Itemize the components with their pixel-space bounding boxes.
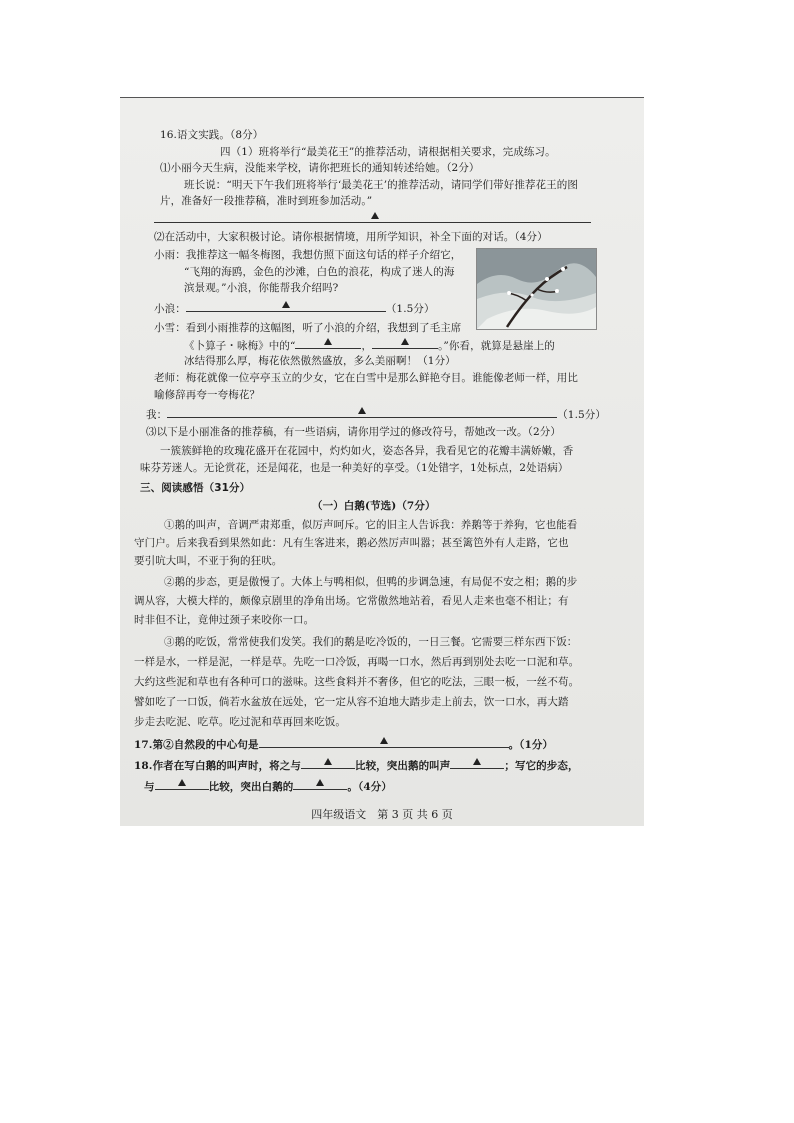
para1-line1: ①鹅的叫声，音调严肃郑重，似厉声呵斥。它的旧主人告诉我：养鹅等于养狗，它也能看	[164, 519, 578, 531]
exam-page	[120, 97, 644, 826]
page-footer: 四年级语文 第 3 页 共 6 页	[311, 808, 453, 821]
q18-line2	[144, 779, 392, 794]
q18-text-d: 与	[144, 781, 155, 793]
passage-title: （一）白鹅(节选)（7分）	[312, 500, 436, 512]
me-score: （1.5分）	[557, 409, 607, 421]
draft-line2: 味芬芳迷人。无论赏花，还是闻花，也是一种美好的享受。（1处错字，1处标点，2处语病）	[140, 462, 569, 474]
xiaolang-score: （1.5分）	[385, 303, 435, 315]
me-label: 我：	[146, 409, 168, 421]
answer-marker	[369, 208, 381, 222]
q18-text-f: 。（4分）	[347, 781, 392, 793]
q17-line	[134, 737, 553, 752]
xiaolang-line	[154, 301, 435, 316]
plum-blossom-painting	[476, 248, 597, 330]
q16-part2: ⑵在活动中，大家积极讨论。请你根据情境，用所学知识，补全下面的对话。（4分）	[154, 231, 548, 243]
q18-text-a: 18.作者在写白鹅的叫声时，将之与	[134, 760, 301, 772]
para2-line3: 时非但不让，竟伸过颈子来咬你一口。	[134, 614, 315, 626]
q18-blank-4[interactable]	[293, 779, 347, 790]
teacher-line1: 老师：梅花就像一位亭亭玉立的少女，它在白雪中是那么鲜艳夺目。谁能像老师一样，用比	[154, 372, 578, 384]
q17-end: 。（1分）	[508, 739, 554, 751]
xiaoxue-text-b: ，	[361, 340, 373, 352]
q16-part1: ⑴小丽今天生病，没能来学校，请你把班长的通知转述给她。（2分）	[160, 162, 480, 174]
xiaoxue-text-a: 《卜算子・咏梅》中的“	[184, 340, 296, 352]
para2-line1: ②鹅的步态，更是傲慢了。大体上与鸭相似，但鸭的步调急速，有局促不安之相；鹅的步	[164, 576, 578, 588]
xiaoyu-line2: “飞翔的海鸥，金色的沙滩，白色的浪花，构成了迷人的海	[184, 266, 455, 278]
xiaolang-answer-blank[interactable]	[186, 301, 386, 312]
monitor-speech-line2: 片，准备好一段推荐稿，准时到班参加活动。”	[160, 195, 373, 207]
q18-blank-1[interactable]	[301, 758, 355, 769]
q18-line1	[134, 758, 579, 773]
poem-blank-1[interactable]	[295, 338, 361, 349]
para3-line1: ③鹅的吃饭，常常使我们发笑。我们的鹅是吃冷饭的，一日三餐。它需要三样东西下饭：	[164, 636, 578, 648]
para3-line4: 譬如吃了一口饭，倘若水盆放在远处，它一定从容不迫地大踏步走上前去，饮一口水，再大踏	[134, 696, 569, 708]
q18-blank-2[interactable]	[450, 758, 504, 769]
q17-answer-blank[interactable]	[259, 737, 509, 748]
para1-line3: 要引吭大叫，不亚于狗的狂吠。	[134, 555, 283, 567]
q18-text-b: 比较，突出鹅的叫声	[354, 760, 451, 772]
me-line	[146, 407, 606, 422]
q16-part3: ⑶以下是小丽准备的推荐稿，有一些语病，请你用学过的修改符号，帮她改一改。（2分）	[146, 426, 561, 438]
xiaoxue-line1: 小雪：看到小雨推荐的这幅图，听了小浪的介绍，我想到了毛主席	[154, 322, 462, 334]
xiaoyu-line3: 滨景观。”小浪，你能帮我介绍吗?	[184, 282, 339, 294]
xiaolang-label: 小浪：	[154, 303, 186, 315]
teacher-line2: 喻修辞再夸一夸梅花？	[154, 389, 260, 401]
section3-heading: 三、阅读感悟（31分）	[140, 482, 251, 494]
q18-text-e: 比较，突出白鹅的	[208, 781, 294, 793]
q18-text-c: ；写它的步态，	[504, 760, 579, 772]
me-answer-blank[interactable]	[167, 407, 557, 418]
q16-intro: 四（1）班将举行“最美花王”的推荐活动，请根据相关要求，完成练习。	[220, 146, 556, 158]
xiaoyu-line1: 小雨：我推荐这一幅冬梅图，我想仿照下面这句话的样子介绍它，	[154, 249, 462, 261]
para1-line2: 守门户。后来我看到果然如此：凡有生客进来，鹅必然厉声叫嚣；甚至篱笆外有人走路，它也	[134, 537, 569, 549]
q18-blank-3[interactable]	[155, 779, 209, 790]
answer-line-q16-1[interactable]	[154, 222, 591, 223]
xiaoxue-line2	[184, 338, 555, 353]
poem-blank-2[interactable]	[372, 338, 438, 349]
para3-line5: 步走去吃泥、吃草。吃过泥和草再回来吃饭。	[134, 716, 346, 728]
q17-text: 17.第②自然段的中心句是	[134, 739, 259, 751]
para2-line2: 调从容，大模大样的，颇像京剧里的净角出场。它常傲然地站着，看见人走来也毫不相让；有	[134, 595, 569, 607]
q16-heading: 16.语文实践。（8分）	[160, 129, 264, 141]
draft-line1: 一簇簇鲜艳的玫瑰花盛开在花园中，灼灼如火，姿态各异，我看见它的花瓣丰满娇嫩，香	[160, 445, 574, 457]
xiaoxue-text-c: 。”你看，就算是悬崖上的	[438, 340, 555, 352]
para3-line3: 大约这些泥和草也有各种可口的滋味。这些食料并不奢侈，但它的吃法，三眼一板，一丝不苟。	[134, 676, 580, 688]
xiaoxue-line3: 冰结得那么厚，梅花依然傲然盛放，多么美丽啊！（1分）	[184, 355, 456, 367]
para3-line2: 一样是水，一样是泥，一样是草。先吃一口冷饭，再喝一口水，然后再到别处去吃一口泥和草。	[134, 656, 580, 668]
monitor-speech-line1: 班长说：“明天下午我们班将举行‘最美花王’的推荐活动，请同学们带好推荐花王的图	[184, 179, 578, 191]
